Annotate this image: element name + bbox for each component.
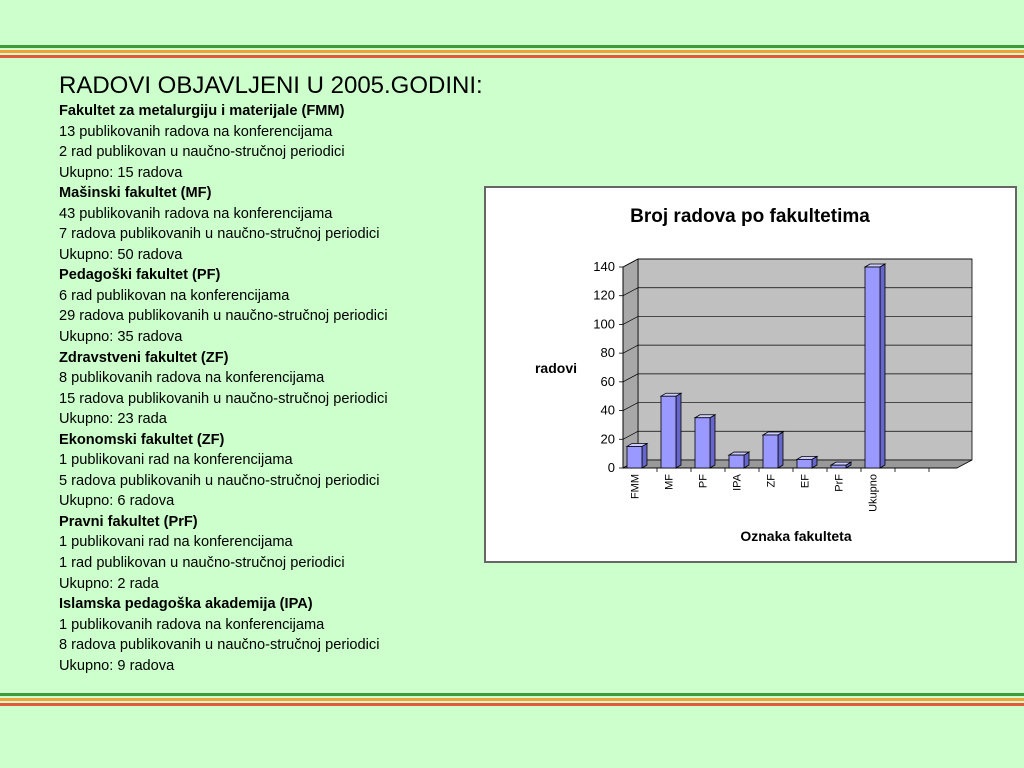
bar-front (865, 267, 880, 468)
chart-panel (484, 186, 1017, 563)
chart-title: Broj radova po fakultetima (630, 206, 870, 227)
y-tick-label: 80 (600, 345, 615, 361)
faculty-detail-line: 15 radova publikovanih u naučno-stručnoj periodici (59, 390, 388, 407)
x-tick-label: ZF (765, 474, 778, 488)
x-tick-label: IPA (731, 474, 744, 491)
plot-side-wall (623, 259, 638, 468)
bar-prf (831, 462, 851, 468)
bar-fmm (627, 443, 647, 468)
faculty-list (59, 101, 489, 676)
faculty-name: Ekonomski fakultet (ZF) (59, 431, 225, 448)
bar-front (627, 446, 642, 468)
bar-front (797, 459, 812, 468)
faculty-block (59, 348, 489, 430)
faculty-detail-line: Ukupno: 9 radova (59, 657, 175, 674)
y-tick-label: 140 (593, 259, 615, 274)
bar-side (880, 264, 885, 468)
faculty-detail-line: Ukupno: 6 radova (59, 493, 175, 510)
bar-side (676, 393, 681, 468)
bar-ipa (729, 452, 749, 468)
bar-pf (695, 415, 715, 468)
faculty-detail-line: 5 radova publikovanih u naučno-stručnoj periodici (59, 472, 380, 489)
faculty-detail-line: 6 rad publikovan na konferencijama (59, 287, 290, 304)
y-tick-label: 40 (600, 402, 615, 418)
x-tick-label: Ukupno (867, 474, 880, 512)
faculty-name: Pravni fakultet (PrF) (59, 513, 198, 530)
faculty-detail-line: 43 publikovanih radova na konferencijama (59, 205, 333, 222)
bar-side (778, 432, 783, 468)
bottom-stripes (0, 693, 1024, 708)
bar-side (710, 415, 715, 468)
plot-back-wall (638, 259, 972, 460)
faculty-detail-line: Ukupno: 50 radova (59, 246, 183, 263)
faculty-detail-line: 8 radova publikovanih u naučno-stručnoj periodici (59, 637, 380, 654)
faculty-name: Zdravstveni fakultet (ZF) (59, 349, 229, 366)
faculty-detail-line: 1 publikovani rad na konferencijama (59, 452, 293, 469)
top-stripes (0, 45, 1024, 60)
x-tick-label: PF (697, 474, 710, 489)
faculty-detail-line: Ukupno: 15 radova (59, 164, 183, 181)
faculty-block (59, 183, 489, 265)
bar-ef (797, 456, 817, 468)
faculty-block (59, 101, 489, 183)
faculty-detail-line: Ukupno: 2 rada (59, 575, 159, 592)
faculty-detail-line: 1 rad publikovan u naučno-stručnoj periodici (59, 555, 345, 572)
y-tick-label: 100 (593, 316, 615, 332)
faculty-detail-line: 8 publikovanih radova na konferencijama (59, 370, 325, 387)
bar-chart (486, 188, 1015, 561)
faculty-detail-line: Ukupno: 35 radova (59, 329, 183, 346)
bar-front (831, 465, 846, 468)
bar-front (695, 418, 710, 468)
x-tick-label: PrF (833, 474, 846, 492)
bar-side (642, 443, 647, 468)
bar-front (661, 396, 676, 468)
y-tick-label: 20 (600, 431, 615, 447)
faculty-block (59, 594, 489, 676)
y-tick-label: 0 (607, 460, 615, 475)
faculty-block (59, 265, 489, 347)
faculty-name: Pedagoški fakultet (PF) (59, 267, 221, 284)
faculty-name: Mašinski fakultet (MF) (59, 185, 212, 202)
bar-ukupno (865, 264, 885, 468)
bar-front (729, 455, 744, 468)
faculty-detail-line: 7 radova publikovanih u naučno-stručnoj periodici (59, 226, 380, 243)
faculty-detail-line: Ukupno: 23 rada (59, 411, 167, 428)
faculty-name: Fakultet za metalurgiju i materijale (FMM) (59, 103, 345, 119)
bar-zf (763, 432, 783, 468)
y-axis-label: radovi (534, 360, 578, 376)
faculty-block (59, 430, 489, 512)
x-tick-label: FMM (629, 474, 642, 500)
faculty-detail-line: 13 publikovanih radova na konferencijama (59, 123, 333, 140)
faculty-detail-line: 1 publikovanih radova na konferencijama (59, 616, 325, 633)
y-tick-label: 60 (600, 373, 615, 389)
x-tick-label: MF (663, 474, 676, 490)
faculty-name: Islamska pedagoška akademija (IPA) (59, 596, 313, 613)
x-tick-label: EF (799, 474, 812, 489)
bar-mf (661, 393, 681, 468)
page-title: RADOVI OBJAVLJENI U 2005.GODINI: (59, 72, 483, 99)
bar-front (763, 435, 778, 468)
faculty-detail-line: 29 radova publikovanih u naučno-stručnoj periodici (59, 308, 388, 325)
faculty-block (59, 512, 489, 594)
faculty-detail-line: 1 publikovani rad na konferencijama (59, 534, 293, 551)
faculty-detail-line: 2 rad publikovan u naučno-stručnoj periodici (59, 144, 345, 161)
y-tick-label: 120 (593, 287, 615, 303)
x-axis-label: Oznaka fakulteta (740, 528, 852, 544)
